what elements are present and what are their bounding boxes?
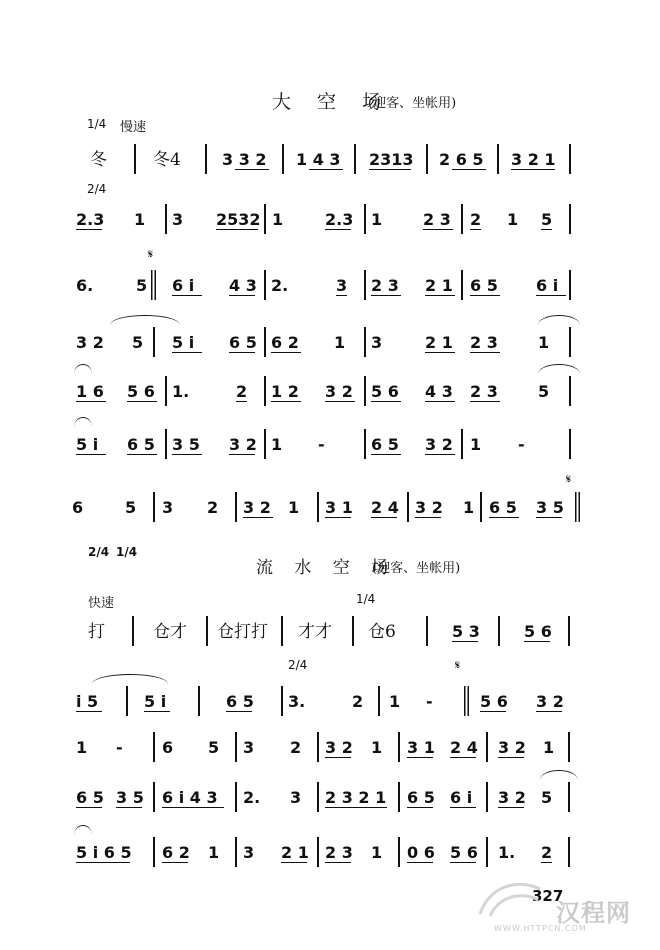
bar-line [153, 327, 155, 357]
underline [425, 454, 455, 455]
note-group: 1 4 3 [296, 150, 341, 169]
note-group: 6 5 [76, 788, 104, 807]
section1-meter-change: 2/4 [87, 182, 107, 196]
underline [336, 295, 347, 296]
note: 6 [72, 498, 84, 517]
note: 2 [290, 738, 302, 757]
note-group: 1 2 [271, 382, 299, 401]
note: 2 [236, 382, 248, 401]
underline [452, 641, 478, 642]
staff-row-4 [0, 323, 660, 363]
note-group: 5 i [76, 435, 99, 454]
underline [470, 295, 500, 296]
bar-line [364, 327, 366, 357]
note-group: 3. [288, 692, 306, 711]
note: 3 [162, 498, 174, 517]
note-group: 6 i [536, 276, 559, 295]
bar-line [235, 837, 237, 867]
bar-line [426, 144, 428, 174]
note-group: 1 6 [76, 382, 104, 401]
underline [76, 711, 102, 712]
note-group: 才才 [298, 622, 332, 642]
note-group: 打 [88, 622, 105, 642]
underline [76, 862, 130, 863]
bar-line [165, 376, 167, 406]
note: 1 [334, 333, 346, 352]
underline [536, 517, 562, 518]
watermark-url: WWW.HTTPCN.COM [494, 924, 587, 933]
note: 1 [288, 498, 300, 517]
note-group: 6 i [450, 788, 473, 807]
underline [498, 807, 524, 808]
bar-line [165, 429, 167, 459]
note-group: 3 3 2 [222, 150, 267, 169]
note: 1 [272, 210, 284, 229]
note: 2 [541, 843, 553, 862]
bar-line [317, 837, 319, 867]
underline [371, 517, 397, 518]
bar-line [569, 376, 571, 406]
repeat-bar-line [151, 270, 156, 300]
staff-row-6 [0, 425, 660, 465]
bar-line [498, 616, 500, 646]
bar-line [568, 837, 570, 867]
note-group: 3 5 [172, 435, 200, 454]
note-group: 4 3 [425, 382, 453, 401]
bar-line [378, 686, 380, 716]
underline [541, 862, 552, 863]
underline [371, 295, 401, 296]
staff-row-3 [0, 266, 660, 306]
bar-line [206, 616, 208, 646]
note: 1 [76, 738, 88, 757]
note-group: 6. [76, 276, 94, 295]
underline [76, 454, 106, 455]
note-group: 3 5 [536, 498, 564, 517]
section1-subtitle: (迎客、坐帐用) [368, 96, 457, 111]
segno-mark: 𝄋 [148, 247, 154, 261]
underline [425, 401, 455, 402]
note-group: 2 3 [371, 276, 399, 295]
underline [524, 641, 550, 642]
bar-line [235, 782, 237, 812]
dash: - [426, 692, 433, 711]
bar-line [486, 732, 488, 762]
note-group: 2 4 [450, 738, 478, 757]
note-group: 2 3 [423, 210, 451, 229]
note-group: 2. [243, 788, 261, 807]
bar-line [281, 686, 283, 716]
note-group: 冬4 [153, 150, 181, 170]
underline [536, 295, 566, 296]
note-group: 6 i [172, 276, 195, 295]
underline [470, 352, 500, 353]
bar-line [569, 327, 571, 357]
underline [229, 352, 255, 353]
note-group: 6 5 [226, 692, 254, 711]
note: 1 [134, 210, 146, 229]
note-group: 6 2 [271, 333, 299, 352]
underline [162, 807, 224, 808]
underline [216, 229, 258, 230]
time-signature-text: 2/4 [88, 545, 110, 559]
bar-line [205, 144, 207, 174]
underline [425, 295, 455, 296]
bar-line [354, 144, 356, 174]
underline [470, 401, 500, 402]
note-group: 3 2 [243, 498, 271, 517]
time-signature-2-4 [88, 546, 109, 559]
bar-line [486, 782, 488, 812]
note: 5 [541, 210, 553, 229]
note-group: 5 i 6 5 [76, 843, 132, 862]
bar-line [235, 492, 237, 522]
underline [226, 711, 252, 712]
bar-line [165, 204, 167, 234]
note-group: 2. [271, 276, 289, 295]
note-group: 2 4 [371, 498, 399, 517]
bar-line [364, 429, 366, 459]
note: 2 [470, 210, 482, 229]
note-group: 6 5 [407, 788, 435, 807]
note: 1 [507, 210, 519, 229]
note: 1 [371, 738, 383, 757]
staff-row-8 [0, 612, 660, 652]
bar-line [461, 270, 463, 300]
section1-tempo: 慢速 [120, 120, 147, 135]
note-group: 5 6 [127, 382, 155, 401]
underline [498, 757, 524, 758]
note-group: 2 3 [325, 843, 353, 862]
underline [271, 352, 301, 353]
note-group: 3 2 [325, 382, 353, 401]
staff-row-12 [0, 833, 660, 873]
note-group: 3 2 [425, 435, 453, 454]
dash: - [116, 738, 123, 757]
section2-meter-change-b: 2/4 [288, 658, 308, 672]
note: 1 [543, 738, 555, 757]
underline [172, 352, 202, 353]
bar-line [364, 204, 366, 234]
underline [541, 229, 552, 230]
underline [309, 169, 343, 170]
segno-mark: 𝄋 [566, 472, 572, 486]
underline [162, 862, 188, 863]
note-group: 2 6 5 [439, 150, 484, 169]
underline [229, 295, 255, 296]
bar-line [364, 376, 366, 406]
note: 5 [132, 333, 144, 352]
bar-line [461, 429, 463, 459]
underline [116, 807, 142, 808]
note: 1 [470, 435, 482, 454]
segno-mark: 𝄋 [455, 658, 461, 672]
section1-title: 大 空 场 [272, 91, 392, 113]
bar-line [352, 616, 354, 646]
underline [236, 401, 247, 402]
underline [229, 454, 255, 455]
note: 5 [136, 276, 148, 295]
underline [452, 169, 486, 170]
slur [110, 315, 180, 325]
bar-line [568, 732, 570, 762]
bar-line [264, 204, 266, 234]
bar-line [317, 492, 319, 522]
underline [511, 169, 555, 170]
note-group: 4 3 [229, 276, 257, 295]
underline [325, 862, 351, 863]
underline [127, 454, 157, 455]
watermark-logo: 汉程网 [556, 899, 631, 927]
underline [76, 807, 102, 808]
note-group: 冬 [90, 150, 107, 170]
note: 5 [541, 788, 553, 807]
section2-title: 流 水 空 场 [256, 558, 397, 578]
bar-line [426, 616, 428, 646]
note: 3 [336, 276, 348, 295]
note-group: 6 2 [162, 843, 190, 862]
section2-subtitle: (迎客、坐帐用) [372, 561, 461, 576]
underline [423, 229, 453, 230]
underline [76, 229, 102, 230]
bar-line [398, 732, 400, 762]
bar-line [480, 492, 482, 522]
bar-line [569, 429, 571, 459]
note-group: 仓6 [368, 622, 396, 642]
underline [127, 401, 157, 402]
bar-line [264, 376, 266, 406]
underline [371, 454, 401, 455]
bar-line [569, 204, 571, 234]
underline [407, 862, 433, 863]
time-signature-1-4 [116, 546, 137, 559]
bar-line [264, 429, 266, 459]
underline [325, 517, 351, 518]
note: 1 [463, 498, 475, 517]
note-group: 6 5 [229, 333, 257, 352]
bar-line [486, 837, 488, 867]
underline [536, 711, 562, 712]
underline [489, 517, 519, 518]
note-group: 5 6 [524, 622, 552, 641]
bar-line [398, 837, 400, 867]
note-group: 3 2 [415, 498, 443, 517]
bar-line [317, 732, 319, 762]
section2-meter-change-a: 1/4 [356, 592, 376, 606]
staff-row-7 [0, 472, 660, 528]
note-group: 5 3 [452, 622, 480, 641]
underline [480, 711, 506, 712]
repeat-bar-line [464, 686, 469, 716]
underline [450, 757, 476, 758]
bar-line [153, 732, 155, 762]
note-group: 3 2 [76, 333, 104, 352]
bar-line [134, 144, 136, 174]
underline [325, 807, 387, 808]
note: 3 [243, 738, 255, 757]
dash: - [518, 435, 525, 454]
underline [425, 352, 455, 353]
note-group: 5 6 [450, 843, 478, 862]
underline [369, 169, 411, 170]
underline [371, 401, 401, 402]
staff-row-2 [0, 200, 660, 240]
time-signature-text: 1/4 [116, 545, 138, 559]
bar-line [569, 270, 571, 300]
underline [407, 757, 433, 758]
note-group: 3 2 1 [511, 150, 556, 169]
note: 5 [125, 498, 137, 517]
note-group: 5 6 [371, 382, 399, 401]
note-group: 6 5 [371, 435, 399, 454]
note-group: 3 1 [407, 738, 435, 757]
underline [76, 401, 106, 402]
note-group: 仓才 [153, 622, 187, 642]
note-group: 2.3 [325, 210, 354, 229]
note-group: 3 2 [536, 692, 564, 711]
bar-line [568, 782, 570, 812]
note-group: 5 6 [480, 692, 508, 711]
note: 1 [371, 843, 383, 862]
note-group: 2313 [369, 150, 414, 169]
note-group: 6 5 [489, 498, 517, 517]
note-group: i 5 [76, 692, 99, 711]
bar-line [569, 144, 571, 174]
note: 1 [538, 333, 550, 352]
underline [325, 401, 355, 402]
note-group: 仓打打 [217, 622, 268, 642]
note-group: 3 5 [116, 788, 144, 807]
bar-line [264, 327, 266, 357]
section1-meter: 1/4 [87, 117, 107, 131]
note-group: 0 6 [407, 843, 435, 862]
note-group: 2 3 [470, 382, 498, 401]
bar-line [126, 686, 128, 716]
note: 2 [207, 498, 219, 517]
end-repeat-bar-line [575, 492, 580, 522]
bar-line [235, 732, 237, 762]
note-group: 6 5 [127, 435, 155, 454]
staff-row-11 [0, 778, 660, 818]
watermark-swirl-icon [470, 874, 550, 924]
bar-line [407, 492, 409, 522]
bar-line [153, 782, 155, 812]
underline [325, 757, 351, 758]
note: 1 [371, 210, 383, 229]
underline [281, 862, 307, 863]
note: 3 [243, 843, 255, 862]
staff-row-9 [0, 682, 660, 722]
bar-line [497, 144, 499, 174]
dash: - [318, 435, 325, 454]
note: 1 [389, 692, 401, 711]
bar-line [364, 270, 366, 300]
bar-line [568, 616, 570, 646]
note: 3 [172, 210, 184, 229]
note: 3 [290, 788, 302, 807]
underline [172, 454, 202, 455]
note: 6 [162, 738, 174, 757]
underline [415, 517, 441, 518]
note-group: 2 1 [281, 843, 309, 862]
note-group: 2 1 [425, 333, 453, 352]
note-group: 6 i 4 3 [162, 788, 218, 807]
bar-line [132, 616, 134, 646]
note-group: 5 i [172, 333, 195, 352]
note: 3 [371, 333, 383, 352]
note-group: 5 i [144, 692, 167, 711]
staff-row-1 [0, 140, 660, 180]
bar-line [398, 782, 400, 812]
note-group: 2 3 [470, 333, 498, 352]
bar-line [282, 144, 284, 174]
note-group: 3 1 [325, 498, 353, 517]
bar-line [281, 616, 283, 646]
underline [325, 229, 351, 230]
note-group: 2.3 [76, 210, 105, 229]
note: 5 [208, 738, 220, 757]
underline [271, 401, 301, 402]
bar-line [264, 270, 266, 300]
bar-line [317, 782, 319, 812]
underline [235, 169, 269, 170]
underline [243, 517, 273, 518]
underline [450, 807, 476, 808]
note: 2 [352, 692, 364, 711]
bar-line [153, 837, 155, 867]
staff-row-5 [0, 372, 660, 412]
note: 1 [208, 843, 220, 862]
underline [470, 229, 481, 230]
note-group: 1. [498, 843, 516, 862]
note-group: 1. [172, 382, 190, 401]
bar-line [198, 686, 200, 716]
page-number: 327 [532, 887, 564, 905]
note-group: 2 1 [425, 276, 453, 295]
note-group: 3 2 [498, 788, 526, 807]
staff-row-10 [0, 728, 660, 768]
note-group: 2532 [216, 210, 261, 229]
note: 1 [271, 435, 283, 454]
note-group: 3 2 [498, 738, 526, 757]
section2-tempo: 快速 [88, 596, 115, 611]
note-group: 6 5 [470, 276, 498, 295]
underline [144, 711, 170, 712]
underline [450, 862, 476, 863]
underline [172, 295, 202, 296]
note-group: 3 2 [229, 435, 257, 454]
underline [407, 807, 433, 808]
note-group: 3 2 [325, 738, 353, 757]
note-group: 2 3 2 1 [325, 788, 387, 807]
note: 5 [538, 382, 550, 401]
bar-line [461, 204, 463, 234]
bar-line [153, 492, 155, 522]
